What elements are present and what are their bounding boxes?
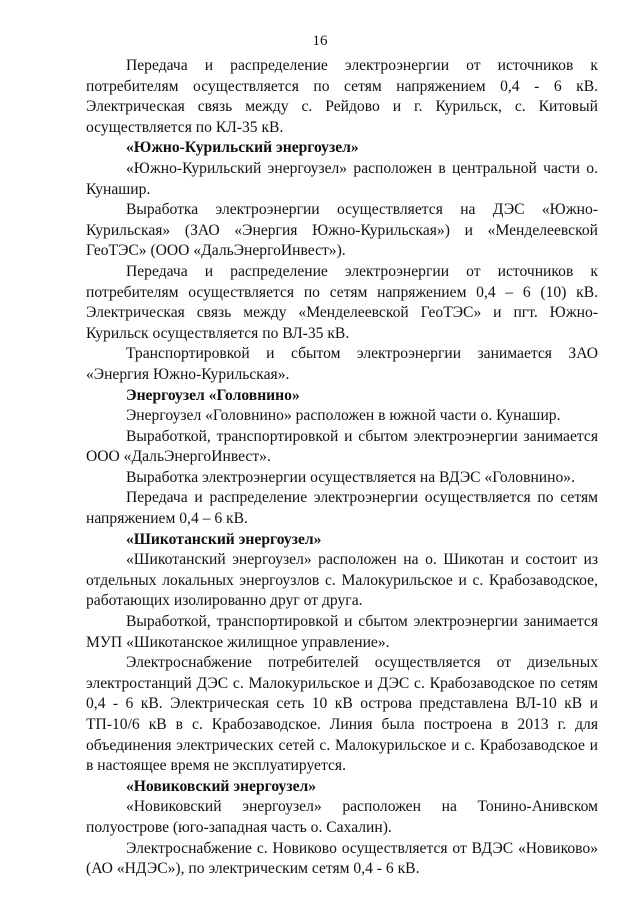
page-body — [86, 56, 598, 880]
paragraph: «Новиковский энергоузел» расположен на Тонино-Анивском полуострове (юго-западная часть о. Сахалин). — [86, 798, 598, 836]
paragraph: Передача и распределение электроэнергии от источников к потребителям осуществляется по сетям напряжением 0,4 - 6 кВ. Электрическая связь между с. Рейдово и г. Курильск, с. Китовый осуществляется по КЛ-35 кВ. — [86, 57, 598, 136]
section-heading: Энергоузел «Головнино» — [126, 386, 300, 404]
paragraph: Электроснабжение с. Новиково осуществляется от ВДЭС «Новиково» (АО «НДЭС»), по электрическим сетям 0,4 - 6 кВ. — [86, 839, 598, 878]
paragraph: Транспортировкой и сбытом электроэнергии занимается ЗАО «Энергия Южно-Курильская». — [86, 345, 598, 383]
paragraph: Выработка электроэнергии осуществляется на ДЭС «Южно-Курильская» (ЗАО «Энергия Южно-Курильская») и «Менделеевской ГеоТЭС» (ООО «ДальЭнергоИнвест»). — [86, 201, 598, 260]
section-heading: «Шикотанский энергоузел» — [126, 530, 322, 548]
paragraph: Выработкой, транспортировкой и сбытом электроэнергии занимается ООО «ДальЭнергоИнвест». — [86, 427, 598, 466]
section-heading: «Новиковский энергоузел» — [126, 777, 317, 795]
section-heading: «Южно-Курильский энергоузел» — [126, 139, 359, 157]
paragraph: «Южно-Курильский энергоузел» расположен в центральной части о. Кунашир. — [86, 159, 598, 198]
paragraph: Выработка электроэнергии осуществляется на ВДЭС «Головнино». — [126, 468, 575, 486]
page-number: 16 — [312, 33, 328, 49]
paragraph: Электроснабжение потребителей осуществляется от дизельных электростанций ДЭС с. Малокурильское и ДЭС с. Крабозаводское по сетям 0,4 - 6 кВ. Электрическая сеть 10 кВ острова представлена ВЛ-10 кВ и ТП-10/6 кВ в с. Крабозаводское. Линия была построена в 2013 г. для объединения электрических сетей с. Малокурильское и с. Крабозаводское и в настоящее время не эксплуатируется. — [86, 654, 598, 775]
paragraph: Передача и распределение электроэнергии осуществляется по сетям напряжением 0,4 – 6 кВ. — [86, 489, 598, 528]
paragraph: «Шикотанский энергоузел» расположен на о. Шикотан и состоит из отдельных локальных энергоузлов с. Малокурильское и с. Крабозаводское, работающих изолированно друг от друга. — [86, 551, 598, 610]
paragraph: Выработкой, транспортировкой и сбытом электроэнергии занимается МУП «Шикотанское жилищное управление». — [86, 613, 598, 651]
paragraph: Энергоузел «Головнино» расположен в южной части о. Кунашир. — [126, 407, 561, 425]
paragraph: Передача и распределение электроэнергии от источников к потребителям осуществляется по сетям напряжением 0,4 – 6 (10) кВ. Электрическая связь между «Менделеевской ГеоТЭС» и пгт. Южно-Курильск осуществляется по ВЛ-35 кВ. — [86, 262, 598, 342]
